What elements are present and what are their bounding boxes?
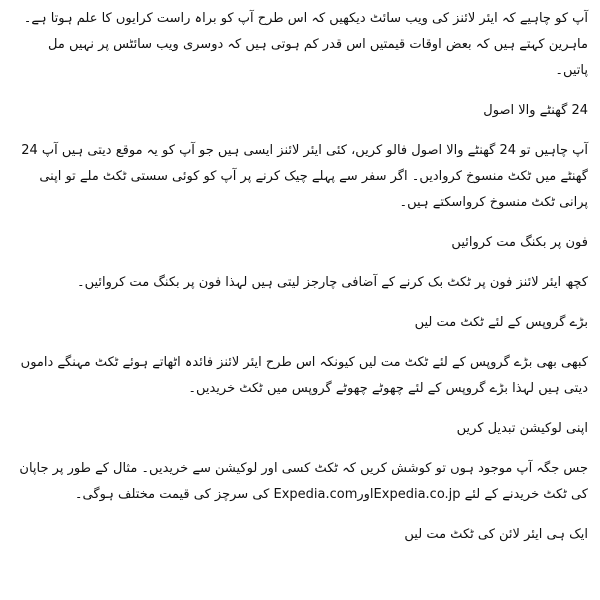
- heading-no-phone-booking: فون پر بکنگ مت کروائیں: [451, 235, 588, 250]
- paragraph-airline-websites: آپ کو چاہیے کہ ایئر لائنز کی ویب سائٹ دیکھیں کہ اس طرح آپ کو براہ راست کرایوں کا علم ہوتا ہے۔ ماہرین کہتے ہیں کہ بعض اوقات قیمتیں اس قدر کم ہوتی ہیں کہ دوسری ویب سائٹس پر نہیں مل پاتیں۔: [23, 11, 588, 78]
- site-expedia-co-jp: Expedia.co.jp: [373, 487, 461, 502]
- paragraph-24-hour-rule: آپ چاہیں تو 24 گھنٹے والا اصول فالو کریں، کئی ایئر لائنز ایسی ہیں جو آپ کو یہ موقع دیتی ہیں آپ 24 گھنٹے میں ٹکٹ منسوخ کروادیں۔ اگر سفر سے پہلے چیک کرنے پر آپ کو کوئی سستی ٹکٹ ملے تو اپنی پرانی ٹکٹ منسوخ کرواسکتے ہیں۔: [21, 143, 588, 210]
- heading-24-hour-rule: 24 گھنٹے والا اصول: [483, 103, 588, 118]
- site-expedia-com: Expedia.com: [273, 487, 358, 502]
- paragraph-no-phone-booking: کچھ ایئر لائنز فون پر ٹکٹ بک کرنے کے آضافی چارجز لیتی ہیں لہذا فون پر بکنگ مت کروائیں۔: [76, 275, 588, 290]
- paragraph-change-location: [14, 456, 588, 508]
- conjunction-and: اور: [357, 487, 374, 502]
- heading-single-airline: ایک ہی ایئر لائن کی ٹکٹ مت لیں: [404, 527, 588, 542]
- paragraph-change-location-text-end: کی سرچز کی قیمت مختلف ہوگی۔: [74, 487, 274, 502]
- paragraph-large-groups: کبھی بھی بڑے گروپس کے لئے ٹکٹ مت لیں کیونکہ اس طرح ایئر لائنز فائدہ اٹھاتے ہوئے ٹکٹ مہنگے داموں دیتی ہیں لہذا بڑے گروپس کے لئے چھوٹے چھوٹے گروپس میں ٹکٹ خریدیں۔: [20, 355, 588, 396]
- paragraph-change-location-text-start: جس جگہ آپ موجود ہوں تو کوشش کریں کہ ٹکٹ کسی اور لوکیشن سے خریدیں۔ مثال کے طور پر جاپان کی ٹکٹ خریدنے کے لئے: [19, 461, 588, 502]
- heading-change-location: اپنی لوکیشن تبدیل کریں: [456, 421, 588, 436]
- heading-large-groups: بڑے گروپس کے لئے ٹکٹ مت لیں: [414, 315, 588, 330]
